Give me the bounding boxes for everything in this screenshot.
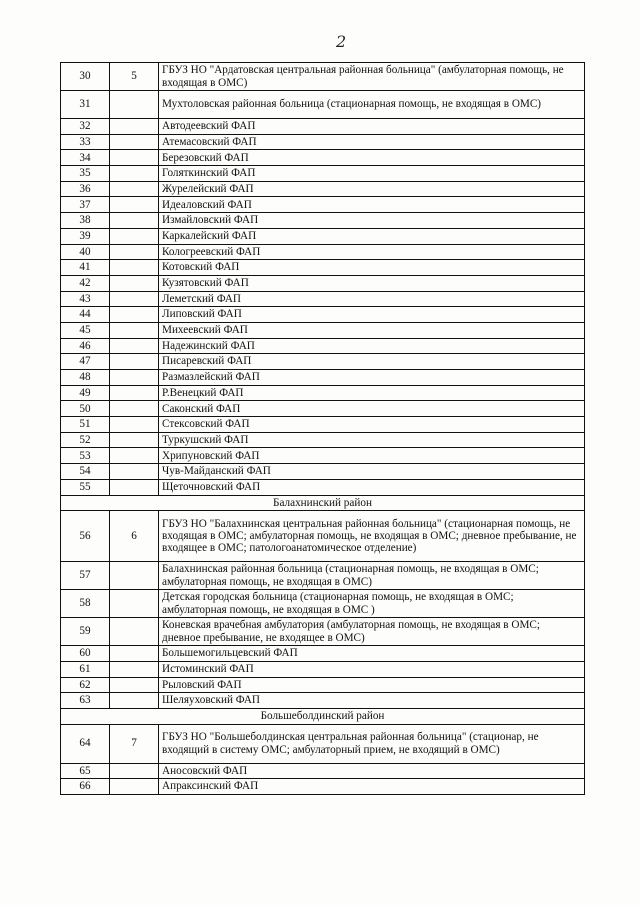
institution-name: Березовский ФАП [159,150,585,166]
table-row [61,322,585,338]
group-number [110,385,159,401]
table-row [61,763,585,779]
group-number [110,448,159,464]
district-header-row [61,495,585,511]
group-number: 7 [110,724,159,763]
institution-name: Рыловский ФАП [159,677,585,693]
district-header-row [61,708,585,724]
group-number [110,197,159,213]
institution-name: Аносовский ФАП [159,763,585,779]
table-row [61,197,585,213]
table-row [61,275,585,291]
institution-name: Липовский ФАП [159,307,585,323]
row-number: 66 [61,779,110,795]
row-number: 37 [61,197,110,213]
table-row [61,479,585,495]
row-number: 55 [61,479,110,495]
table-row [61,511,585,562]
institution-name: Шеляуховский ФАП [159,693,585,709]
institution-name: Туркушский ФАП [159,432,585,448]
group-number: 6 [110,511,159,562]
group-number [110,590,159,618]
table-row [61,385,585,401]
institution-name: Голяткинский ФАП [159,166,585,182]
institution-name: Атемасовский ФАП [159,134,585,150]
group-number [110,417,159,433]
institution-name: Истоминский ФАП [159,661,585,677]
table-row [61,661,585,677]
row-number: 36 [61,181,110,197]
institution-name: Каркалейский ФАП [159,228,585,244]
district-name: Балахнинский район [61,495,585,511]
institution-name: Надежинский ФАП [159,338,585,354]
group-number [110,432,159,448]
row-number: 44 [61,307,110,323]
row-number: 39 [61,228,110,244]
row-number: 57 [61,562,110,590]
table-row [61,779,585,795]
table-row [61,150,585,166]
group-number [110,119,159,135]
group-number [110,693,159,709]
group-number [110,134,159,150]
institution-name: ГБУЗ НО "Балахнинская центральная районная больница" (стационарная помощь, не входящая в ОМС; амбулаторная помощь, не входящая в ОМС; дневное пребывание, не входящее в ОМС; патологоанатомическое отделение) [159,511,585,562]
institution-name: Балахнинская районная больница (стационарная помощь, не входящая в ОМС; амбулаторная помощь, не входящая в ОМС) [159,562,585,590]
group-number [110,763,159,779]
table-row [61,63,585,91]
table-row [61,134,585,150]
table-row [61,401,585,417]
row-number: 50 [61,401,110,417]
table-row [61,677,585,693]
group-number [110,370,159,386]
institution-name: Котовский ФАП [159,260,585,276]
row-number: 47 [61,354,110,370]
table-row [61,370,585,386]
group-number [110,677,159,693]
table-row [61,448,585,464]
row-number: 30 [61,63,110,91]
group-number [110,228,159,244]
institution-name: Стексовский ФАП [159,417,585,433]
institution-name: Хрипуновский ФАП [159,448,585,464]
row-number: 63 [61,693,110,709]
table-row [61,590,585,618]
row-number: 41 [61,260,110,276]
institution-name: Детская городская больница (стационарная помощь, не входящая в ОМС; амбулаторная помощь, не входящая в ОМС ) [159,590,585,618]
row-number: 51 [61,417,110,433]
table-row [61,646,585,662]
institution-name: ГБУЗ НО "Большеболдинская центральная районная больница" (стационар, не входящий в систему ОМС; амбулаторный прием, не входящий в ОМС) [159,724,585,763]
group-number [110,354,159,370]
group-number [110,338,159,354]
row-number: 60 [61,646,110,662]
table-row [61,618,585,646]
row-number: 46 [61,338,110,354]
table-row [61,432,585,448]
page-number: 2 [336,32,347,51]
institution-name: Писаревский ФАП [159,354,585,370]
table-row [61,693,585,709]
institution-name: Саконский ФАП [159,401,585,417]
institutions-table-body [61,63,585,795]
institution-name: Размазлейский ФАП [159,370,585,386]
row-number: 48 [61,370,110,386]
group-number [110,213,159,229]
row-number: 33 [61,134,110,150]
group-number: 5 [110,63,159,91]
group-number [110,291,159,307]
institution-name: Леметский ФАП [159,291,585,307]
table-row [61,213,585,229]
table-row [61,291,585,307]
group-number [110,562,159,590]
group-number [110,661,159,677]
institution-name: Большемогильцевский ФАП [159,646,585,662]
table-row [61,562,585,590]
group-number [110,150,159,166]
row-number: 35 [61,166,110,182]
institution-name: Кузятовский ФАП [159,275,585,291]
row-number: 42 [61,275,110,291]
institution-name: Чув-Майданский ФАП [159,464,585,480]
row-number: 59 [61,618,110,646]
institution-name: ГБУЗ НО "Ардатовская центральная районная больница" (амбулаторная помощь, не входящая в ОМС) [159,63,585,91]
institution-name: Журелейский ФАП [159,181,585,197]
institution-name: Михеевский ФАП [159,322,585,338]
row-number: 52 [61,432,110,448]
row-number: 62 [61,677,110,693]
institution-name: Р.Венецкий ФАП [159,385,585,401]
row-number: 64 [61,724,110,763]
table-row [61,464,585,480]
group-number [110,779,159,795]
institution-name: Измайловский ФАП [159,213,585,229]
table-row [61,307,585,323]
row-number: 31 [61,91,110,119]
table-row [61,260,585,276]
institution-name: Щеточновский ФАП [159,479,585,495]
group-number [110,275,159,291]
row-number: 61 [61,661,110,677]
group-number [110,479,159,495]
group-number [110,91,159,119]
group-number [110,646,159,662]
table-row [61,338,585,354]
institution-name: Идеаловский ФАП [159,197,585,213]
group-number [110,618,159,646]
table-row [61,724,585,763]
table-row [61,119,585,135]
table-row [61,181,585,197]
group-number [110,322,159,338]
row-number: 32 [61,119,110,135]
institution-name: Мухтоловская районная больница (стационарная помощь, не входящая в ОМС) [159,91,585,119]
row-number: 45 [61,322,110,338]
group-number [110,244,159,260]
table-row [61,354,585,370]
row-number: 58 [61,590,110,618]
row-number: 49 [61,385,110,401]
group-number [110,307,159,323]
group-number [110,464,159,480]
institution-name: Автодеевский ФАП [159,119,585,135]
row-number: 53 [61,448,110,464]
table-row [61,417,585,433]
institution-name: Апраксинский ФАП [159,779,585,795]
institution-name: Коневская врачебная амбулатория (амбулаторная помощь, не входящая в ОМС; дневное пребывание, не входящее в ОМС) [159,618,585,646]
row-number: 40 [61,244,110,260]
row-number: 56 [61,511,110,562]
group-number [110,260,159,276]
row-number: 34 [61,150,110,166]
table-row [61,244,585,260]
table-row [61,228,585,244]
group-number [110,401,159,417]
row-number: 54 [61,464,110,480]
row-number: 65 [61,763,110,779]
group-number [110,181,159,197]
row-number: 43 [61,291,110,307]
institutions-table [60,62,585,795]
row-number: 38 [61,213,110,229]
district-name: Большеболдинский район [61,708,585,724]
institution-name: Кологреевский ФАП [159,244,585,260]
group-number [110,166,159,182]
table-row [61,166,585,182]
table-row [61,91,585,119]
